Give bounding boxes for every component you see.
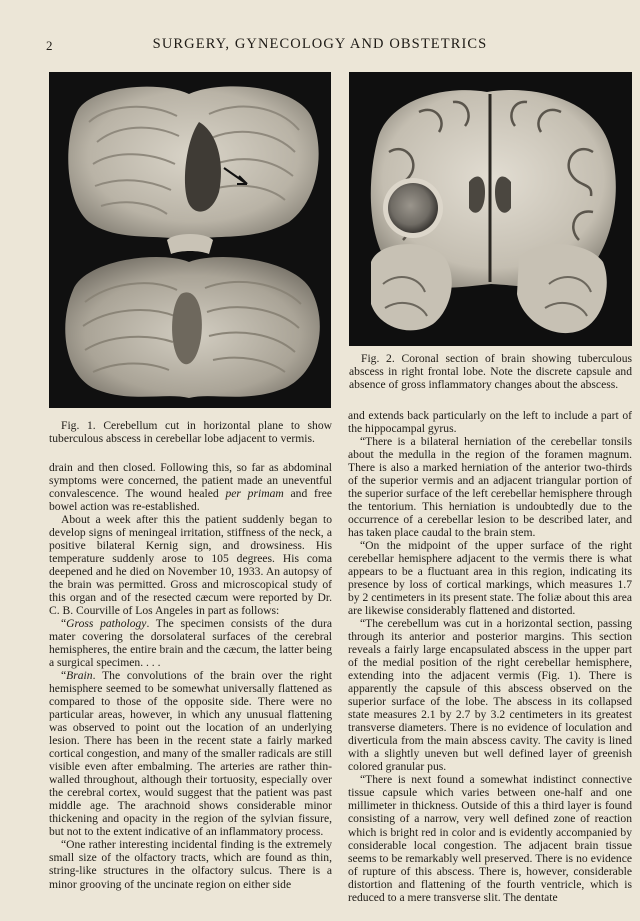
- paragraph: “The cerebellum was cut in a horizontal section, passing through its anterior and posterior margins. This section reveals a fairly large encapsulated abscess in the upper part of the medial position of the right cerebellar hemisphere, extending into the adjacent vermis (Fig. 1). There is apparently the capsule of this abscess observed on the superior surface of the lobe. The abscess in its collapsed state measures 2.1 by 2.7 by 3.2 centimeters in its greatest transverse diameters. There is no evidence of loculation and diverticula from the main abscess cavity. The cavity is lined with a slightly uneven but well defined layer of greenish colored granular pus.: [348, 617, 632, 774]
- text-run: and free bowel action was re-established.: [49, 487, 332, 514]
- open-quote: “: [61, 617, 67, 631]
- paragraph: “There is a bilateral herniation of the cerebellar tonsils about the medulla in the region of the foramen magnum. There is also a marked herniation of the anterior two-thirds of the superior vermis and an adjacent triangular portion of the superior surface of the left cerebellar hemisphere through the tentorium. This herniation is undoubtedly due to the occurrence of a cerebellar lesion to be described later, and has taken place caudal to the brain stem.: [348, 435, 632, 540]
- right-column-text: [348, 409, 632, 904]
- left-column-text: [49, 461, 332, 891]
- figure-1-caption: Fig. 1. Cerebellum cut in horizontal plane to show tuberculous abscess in cerebellar lobe adjacent to vermis.: [49, 419, 332, 445]
- open-quote: “: [61, 669, 67, 683]
- paragraph: and extends back particularly on the left to include a part of the hippocampal gyrus.: [348, 409, 632, 436]
- italic-heading: Gross pathology: [66, 617, 147, 631]
- paragraph: [49, 617, 332, 669]
- page-number: 2: [46, 38, 53, 53]
- text-run: . The convolutions of the brain over the right hemisphere seemed to be somewhat universally flattened as compared to those of the opposite side. There were no particular areas, however, in which any unusual flattening was observed to point out the location of an underlying lesion. There has been in the recent state a fairly marked cortical congestion, and many of the smaller radicals are still visible even after embalming. The arteries are rather thin-walled throughout, although their tortuosity, especially over the cerebral cortex, would suggest that the patient was past middle age. The arachnoid shows considerable minor thickening and opacity in the region of the sylvian fissure, but not to the extent indicative of an inflammatory process.: [49, 669, 332, 839]
- paragraph: About a week after this the patient suddenly began to develop signs of meningeal irritation, stiffness of the neck, a positive bilateral Kernig sign, and drowsiness. His temperature suddenly arose to 105 degrees. His coma deepened and he died on November 10, 1933. An autopsy of the brain was permitted. Gross and microscopical study of this organ and of the resected cæcum were reported by Dr. C. B. Courville of Los Angeles in part as follows:: [49, 513, 332, 618]
- paragraph: “There is next found a somewhat indistinct connective tissue capsule which varies between one-half and one millimeter in thickness. Outside of this a third layer is found consisting of a narrow, very well defined zone of reaction which is bright red in color and is evidently accompanied by considerable local congestion. The adjacent brain tissue seems to be remarkably well preserved. There is no evidence of rupture of this abscess. There is, however, considerable distortion and flattening of the fourth ventricle, which is reduced to a mere transverse slit. The dentate: [348, 773, 632, 904]
- text-run: . The specimen consists of the dura mater covering the dorsolateral surfaces of the cerebral hemispheres, the entire brain and the cæcum, the latter being a surgical specimen. . . .: [49, 617, 332, 670]
- running-title: SURGERY, GYNECOLOGY AND OBSTETRICS: [152, 36, 488, 52]
- coronal-brain-section-image: [349, 72, 632, 346]
- cerebellum-section-image: [49, 72, 331, 408]
- paragraph: [49, 461, 332, 513]
- paragraph: [49, 669, 332, 838]
- paragraph: “One rather interesting incidental finding is the extremely small size of the olfactory tracts, which are found as thin, string-like structures in the olfactory sulcus. There is a minor grooving of the uncinate region on either side: [49, 838, 332, 891]
- figure-2-coronal-brain-photo: [349, 72, 632, 346]
- text-run: drain and then closed. Following this, so far as abdominal symptoms were concerned, the patient made an uneventful convalescence. The wound healed: [49, 461, 332, 501]
- paragraph: “On the midpoint of the upper surface of the right cerebellar hemisphere adjacent to the vermis there is what appears to be a fluctuant area in this region, indicating its presence by loss of cortical markings, which measures 1.7 by 2 centimeters in its present state. The foliæ about this area are likewise considerably flattened and distorted.: [348, 539, 632, 618]
- italic-text: per primam: [225, 487, 284, 501]
- italic-heading: Brain: [66, 669, 93, 683]
- figure-1-cerebellum-photo: [49, 72, 331, 408]
- figure-2-caption: Fig. 2. Coronal section of brain showing tuberculous abscess in right frontal lobe. Note the discrete capsule and absence of gross inflammatory changes about the abscess.: [349, 352, 632, 391]
